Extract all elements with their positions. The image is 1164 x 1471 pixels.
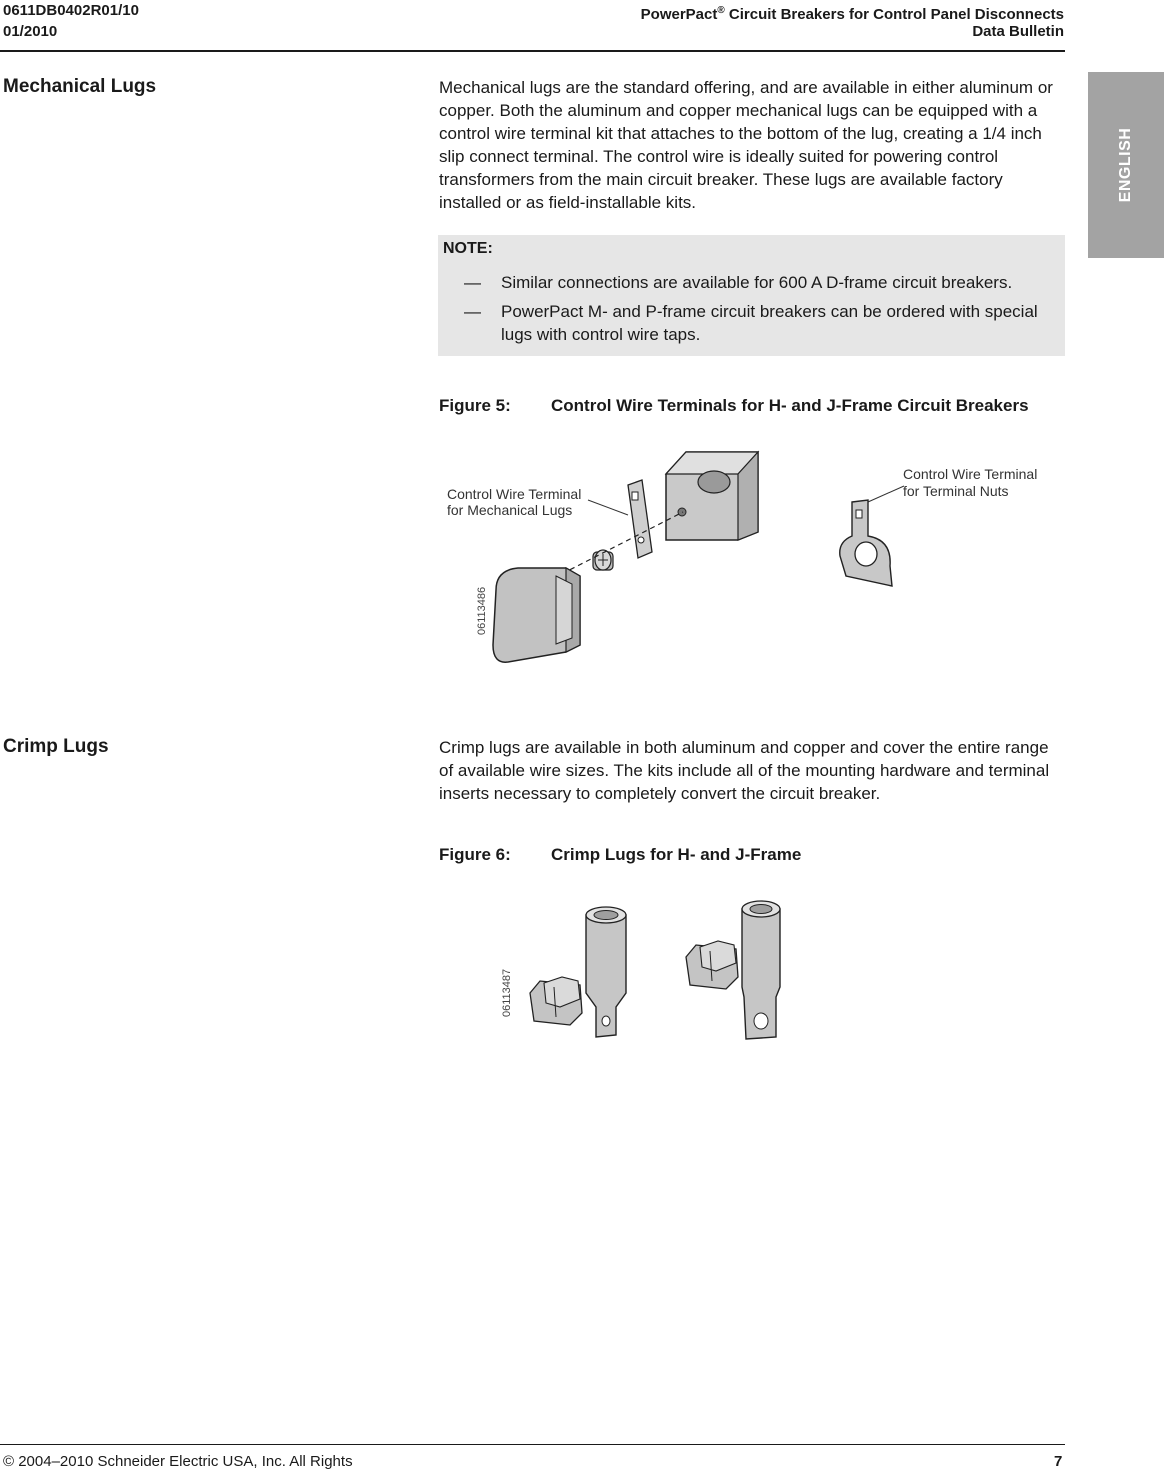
crimp-lug-barrel (742, 901, 780, 1039)
doc-date: 01/2010 (3, 23, 58, 40)
footer-copyright: © 2004–2010 Schneider Electric USA, Inc. All Rights (3, 1453, 353, 1470)
section-title-crimp-lugs: Crimp Lugs (3, 736, 109, 757)
page-number: 7 (1054, 1453, 1063, 1470)
mechanical-lugs-body: Mechanical lugs are the standard offering, and are available in either aluminum or copper. Both the aluminum and copper mechanical lugs can be equipped with a control wire terminal kit that attaches to the bottom of the lug, creating a 1/4 inch slip connect terminal. The control wire is ideally suited for powering control transformers from the main circuit breaker. These lugs are available factory installed or as field-installable kits. (439, 78, 1053, 212)
figure6-caption (439, 845, 801, 865)
doc-type: Data Bulletin (972, 23, 1064, 40)
figure6-image-id: 06113487 (501, 968, 513, 1017)
doc-number: 0611DB0402R01/10 (3, 2, 139, 19)
figure6-illustration (490, 895, 800, 1050)
doc-title-brand: PowerPact (640, 6, 718, 23)
figure5-caption (439, 396, 1029, 416)
note-dash: — (464, 302, 481, 321)
control-wire-terminal-mechanical (628, 480, 652, 558)
crimp-lug-clip (686, 941, 738, 989)
crimp-lugs-body: Crimp lugs are available in both aluminum and copper and cover the entire range of available wire sizes. The kits include all of the mounting hardware and terminal inserts necessary to completely convert the circuit breaker. (439, 738, 1050, 803)
section-title-mechanical-lugs: Mechanical Lugs (3, 76, 157, 97)
note-item (464, 271, 1060, 294)
figure6-title: Crimp Lugs for H- and J-Frame (551, 845, 802, 864)
leader-line (588, 500, 628, 515)
crimp-lug-clip (530, 977, 582, 1025)
figure6-number: Figure 6: (439, 845, 511, 864)
doc-title-rest: Circuit Breakers for Control Panel Disconnects (728, 6, 1064, 23)
control-wire-terminal-nuts (840, 500, 892, 586)
mechanical-lug-body (666, 452, 758, 540)
registered-mark: ® (717, 5, 725, 16)
figure5-label-right-line2: for Terminal Nuts (903, 483, 1009, 499)
figure5-label-left-line2: for Mechanical Lugs (447, 502, 573, 518)
figure5-label-left-line1: Control Wire Terminal (447, 486, 582, 502)
note-dash: — (464, 273, 481, 292)
figure5-title: Control Wire Terminals for H- and J-Frame Circuit Breakers (551, 396, 1029, 415)
note-box (438, 235, 1065, 356)
note-title: NOTE: (443, 240, 493, 257)
note-item-text: Similar connections are available for 600 A D-frame circuit breakers. (501, 273, 1013, 292)
crimp-lug-barrel (586, 907, 626, 1037)
figure5-label-right-line1: Control Wire Terminal (903, 466, 1038, 482)
figure5-number: Figure 5: (439, 396, 511, 415)
note-item (464, 300, 1060, 346)
language-tab (1088, 72, 1164, 258)
footer-rule (0, 1444, 1065, 1445)
lug-cover (493, 568, 580, 662)
leader-line (868, 486, 904, 502)
figure5-image-id: 06113486 (476, 586, 488, 635)
note-item-text: PowerPact M- and P-frame circuit breakers can be ordered with special lugs with control wire taps. (501, 302, 1038, 344)
header-rule (0, 50, 1065, 52)
figure5-illustration (438, 440, 1065, 680)
language-tab-label: ENGLISH (1117, 127, 1134, 203)
